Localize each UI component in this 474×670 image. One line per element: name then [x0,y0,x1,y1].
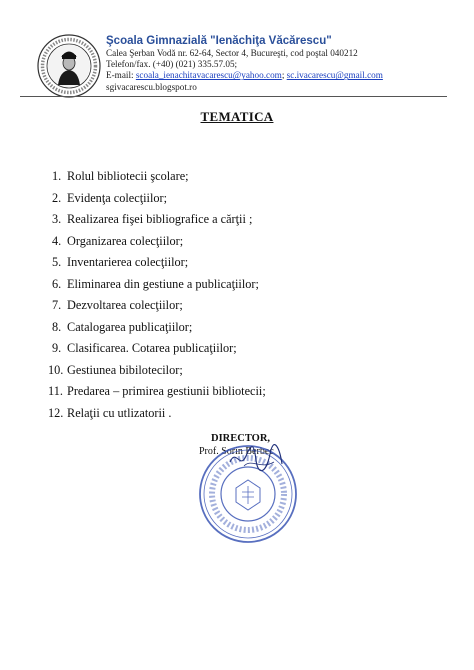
email-link-gmail[interactable]: sc.ivacarescu@gmail.com [286,70,383,81]
topic-text: Realizarea fişei bibliografice a cărţii ; [67,212,253,226]
topic-number: 6. [52,276,62,291]
topic-number: 2. [52,190,62,205]
topic-text: Catalogarea publicaţiilor; [67,319,193,334]
document-title: TEMATICA [200,109,274,124]
topic-item [52,211,266,233]
topic-item [52,297,266,319]
topic-number: 3. [52,212,62,226]
topic-number: 11. [48,384,63,398]
topic-item [52,276,266,298]
topic-item [52,319,266,341]
school-blog: sgivacarescu.blogspot.ro [106,81,197,92]
topic-text: Dezvoltarea colecţiilor; [67,298,183,312]
topic-text: Clasificarea. Cotarea publicaţiilor; [67,341,237,355]
school-logo [36,33,102,99]
topic-number: 10. [48,362,64,377]
topic-item [48,405,266,427]
email-label: E-mail: [106,70,136,81]
topic-text: Gestiunea bibilotecilor; [67,362,183,377]
signatory-name: Prof. Sorin Berbec [199,446,274,457]
school-phone: Telefon/fax. (+40) (021) 335.57.05; [106,59,238,70]
topic-text: Relaţii cu utlizatorii . [67,405,172,420]
header-divider [20,96,447,97]
topic-item [48,383,266,405]
school-address: Calea Şerban Vodă nr. 62-64, Sector 4, Bucureşti, cod poştal 040212 [106,48,358,58]
email-separator: ; [281,70,287,81]
topic-item [52,233,266,255]
signatory-role: DIRECTOR, [211,433,271,444]
topic-number: 8. [52,319,62,334]
topic-number: 12. [48,405,64,420]
topic-text: Predarea – primirea gestiunii bibliotecii; [67,384,266,398]
topic-text: Rolul bibliotecii şcolare; [67,169,189,183]
topic-text: Inventarierea colecţiilor; [67,255,189,269]
topic-item [52,190,266,212]
topic-list [48,168,266,426]
topic-number: 1. [52,169,62,183]
topic-number: 7. [52,298,62,312]
topic-text: Evidenţa colecţiilor; [67,190,168,205]
letterhead [106,34,446,93]
topic-text: Organizarea colecţiilor; [67,233,184,248]
email-link-yahoo[interactable]: scoala_ienachitavacarescu@yahoo.com [135,70,282,81]
school-email-line [106,70,446,81]
topic-item [52,168,266,190]
topic-number: 5. [52,255,62,269]
topic-text: Eliminarea din gestiune a publicaţiilor; [67,276,259,291]
school-name: Şcoala Gimnazială "Ienăchiţa Văcărescu" [106,35,332,47]
topic-number: 4. [52,233,62,248]
signature-scribble [226,440,286,480]
topic-item [52,340,266,362]
topic-number: 9. [52,341,62,355]
topic-item [52,254,266,276]
topic-item [48,362,266,384]
